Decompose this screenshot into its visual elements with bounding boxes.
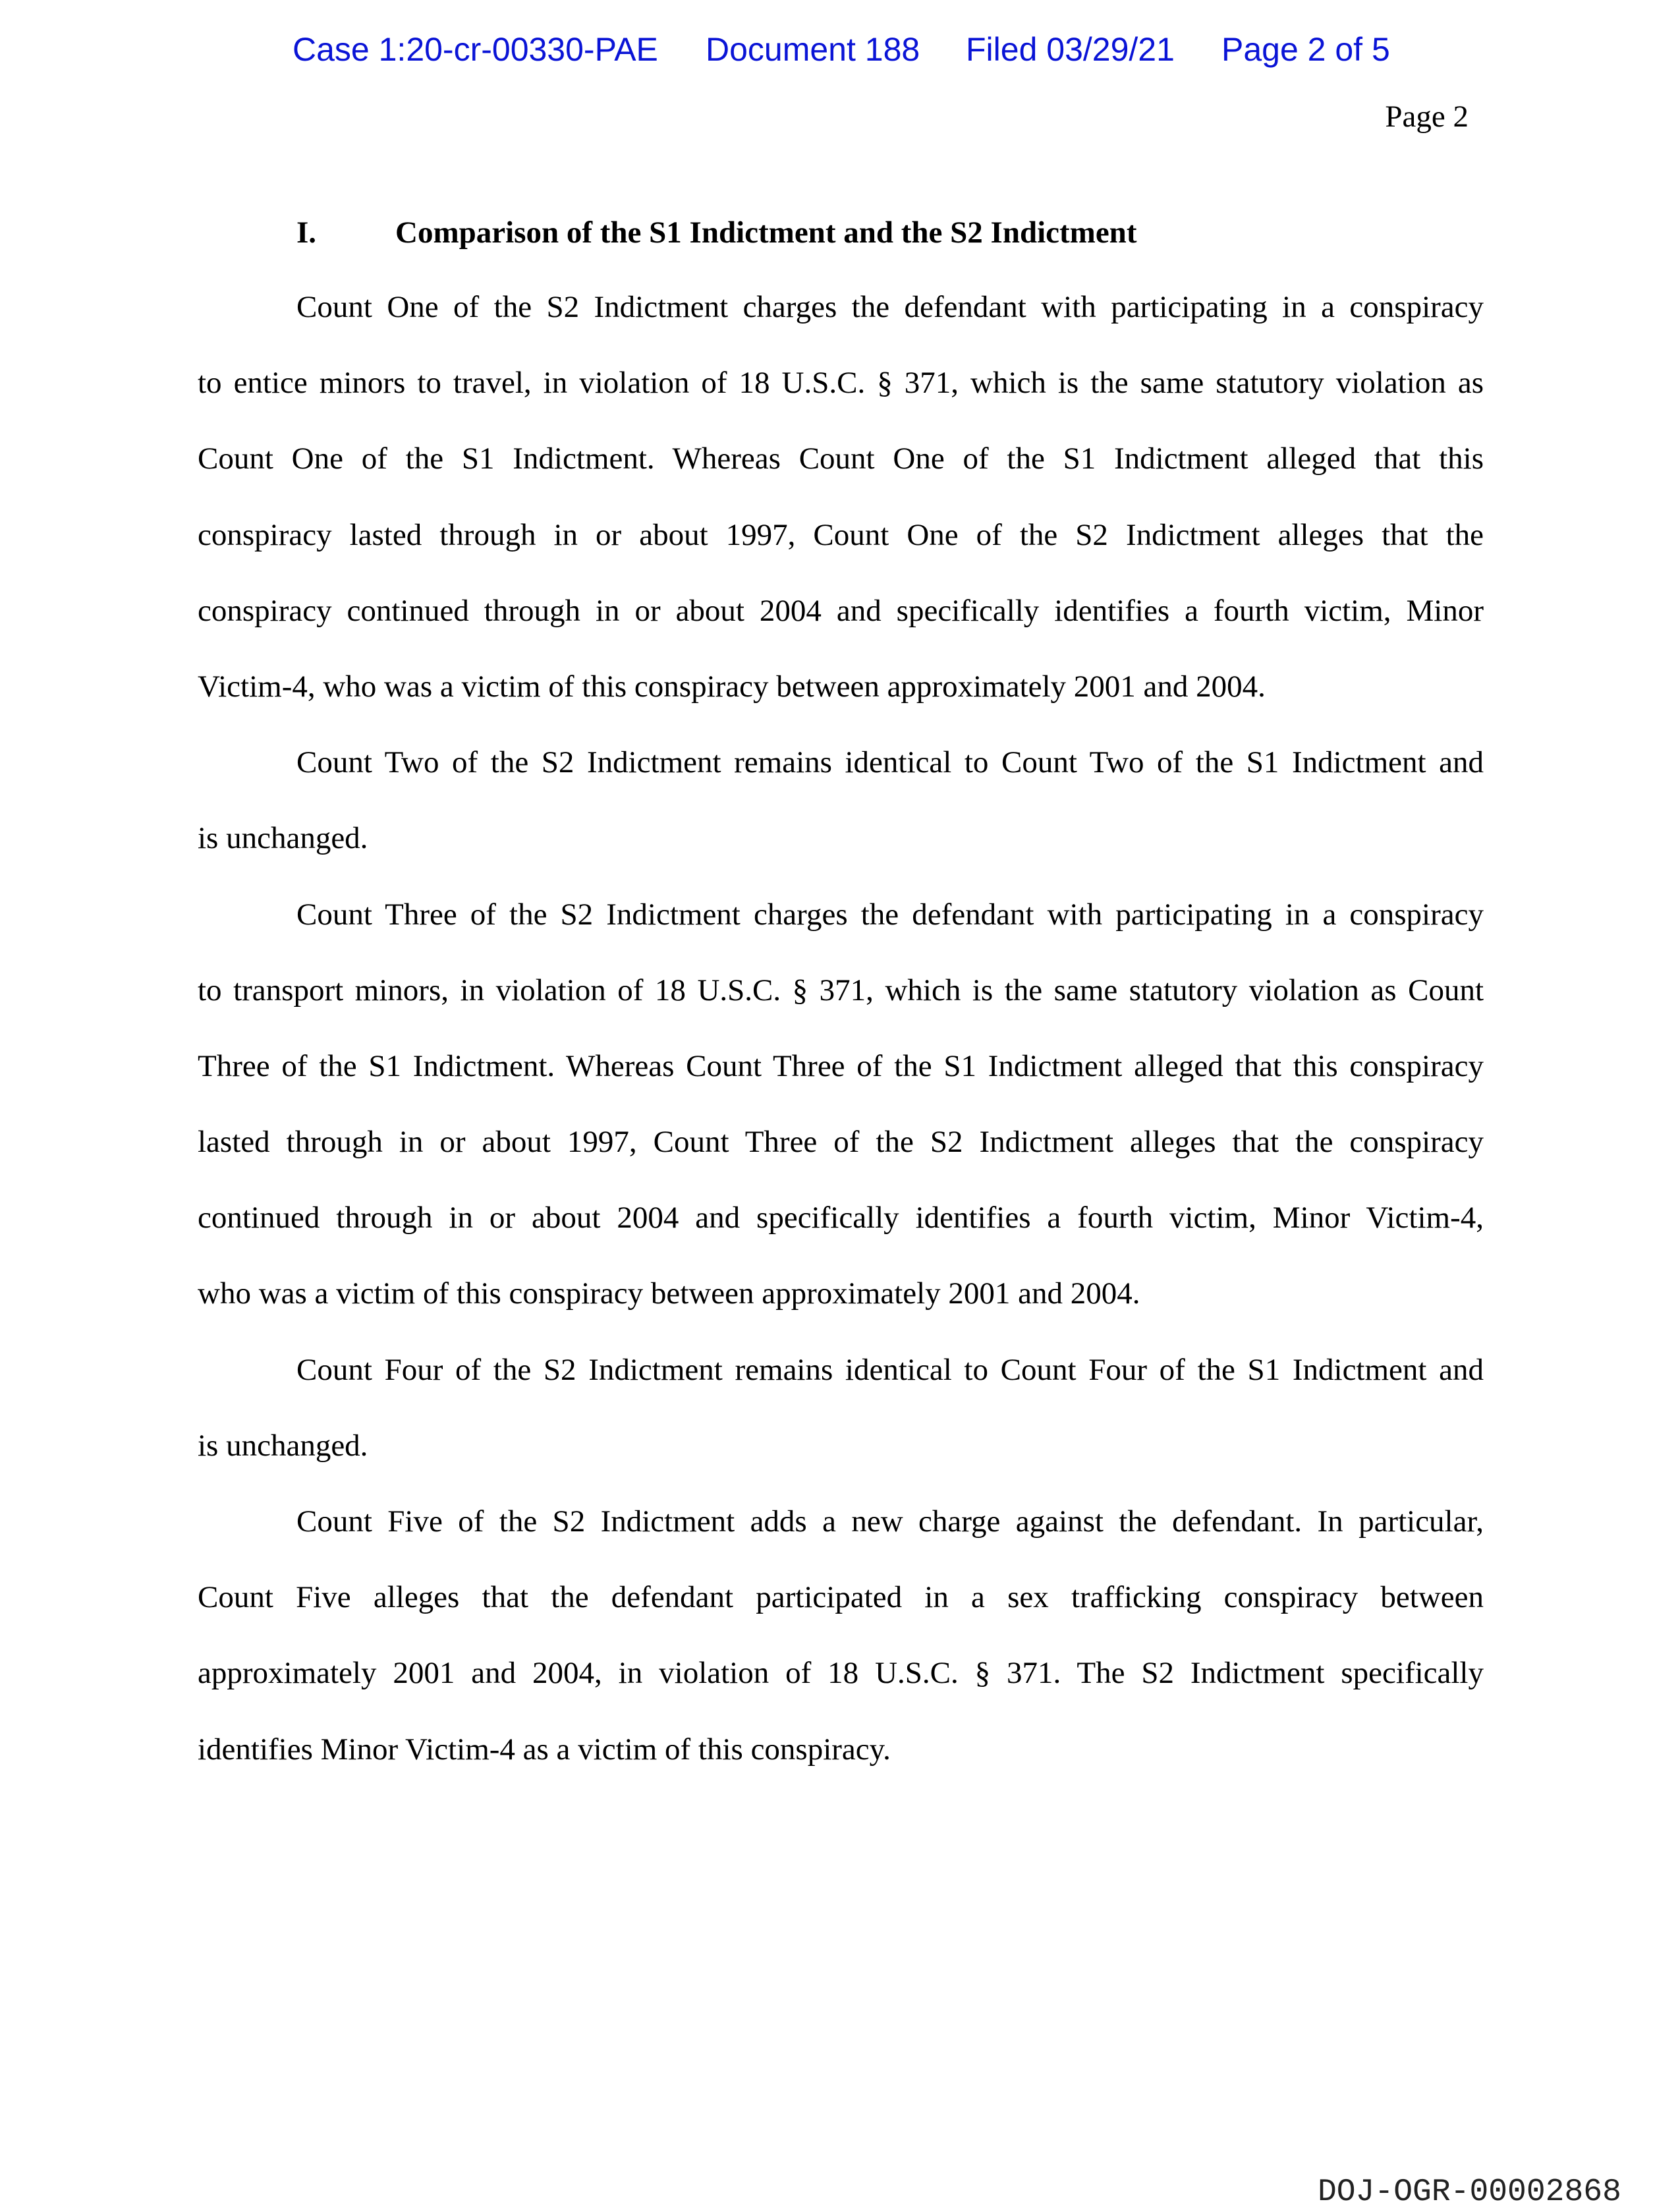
text-line: to transport minors, in violation of 18 U.S.C. § 371, which is the same statutory violation as Count bbox=[198, 973, 1484, 1007]
text-line: to entice minors to travel, in violation of 18 U.S.C. § 371, which is the same statutory violation as bbox=[198, 366, 1484, 401]
document-body bbox=[198, 269, 1484, 1788]
bates-number: DOJ-OGR-00002868 bbox=[1318, 2174, 1621, 2210]
page-label: Page 2 bbox=[1385, 99, 1469, 134]
paragraph bbox=[198, 877, 1484, 1332]
text-line: conspiracy continued through in or about 2004 and specifically identifies a fourth victim, Minor bbox=[198, 593, 1484, 628]
paragraph bbox=[198, 725, 1484, 876]
case-number: Case 1:20-cr-00330-PAE bbox=[293, 31, 658, 68]
section-number: I. bbox=[296, 215, 317, 250]
text-line: continued through in or about 2004 and specifically identifies a fourth victim, Minor Victim-4, bbox=[198, 1201, 1484, 1235]
paragraph bbox=[198, 269, 1484, 725]
text-line: Count Five alleges that the defendant participated in a sex trafficking conspiracy between bbox=[198, 1580, 1484, 1615]
filed-date: Filed 03/29/21 bbox=[966, 31, 1175, 68]
text-line: Count Four of the S2 Indictment remains identical to Count Four of the S1 Indictment and bbox=[296, 1352, 1484, 1387]
text-line: Three of the S1 Indictment. Whereas Count Three of the S1 Indictment alleged that this conspiracy bbox=[198, 1048, 1484, 1083]
text-line: Count Five of the S2 Indictment adds a new charge against the defendant. In particular, bbox=[296, 1504, 1484, 1539]
section-title: Comparison of the S1 Indictment and the S2 Indictment bbox=[395, 215, 1137, 250]
text-line: approximately 2001 and 2004, in violation of 18 U.S.C. § 371. The S2 Indictment specifically bbox=[198, 1656, 1484, 1691]
text-line: identifies Minor Victim-4 as a victim of this conspiracy. bbox=[198, 1732, 891, 1767]
text-line: Count Two of the S2 Indictment remains identical to Count Two of the S1 Indictment and bbox=[296, 745, 1484, 780]
text-line: lasted through in or about 1997, Count Three of the S2 Indictment alleges that the conspiracy bbox=[198, 1125, 1484, 1160]
text-line: conspiracy lasted through in or about 1997, Count One of the S2 Indictment alleges that the bbox=[198, 517, 1484, 552]
paragraph bbox=[198, 1484, 1484, 1788]
text-line: Count One of the S1 Indictment. Whereas Count One of the S1 Indictment alleged that this bbox=[198, 441, 1484, 476]
text-line: Victim-4, who was a victim of this conspiracy between approximately 2001 and 2004. bbox=[198, 669, 1266, 704]
document-number: Document 188 bbox=[706, 31, 920, 68]
text-line: is unchanged. bbox=[198, 821, 368, 856]
paragraph bbox=[198, 1332, 1484, 1484]
page-of-total: Page 2 of 5 bbox=[1221, 31, 1390, 68]
text-line: is unchanged. bbox=[198, 1428, 368, 1463]
text-line: Count One of the S2 Indictment charges the defendant with participating in a conspiracy bbox=[296, 290, 1484, 324]
text-line: who was a victim of this conspiracy between approximately 2001 and 2004. bbox=[198, 1276, 1140, 1311]
text-line: Count Three of the S2 Indictment charges the defendant with participating in a conspiracy bbox=[296, 897, 1484, 932]
